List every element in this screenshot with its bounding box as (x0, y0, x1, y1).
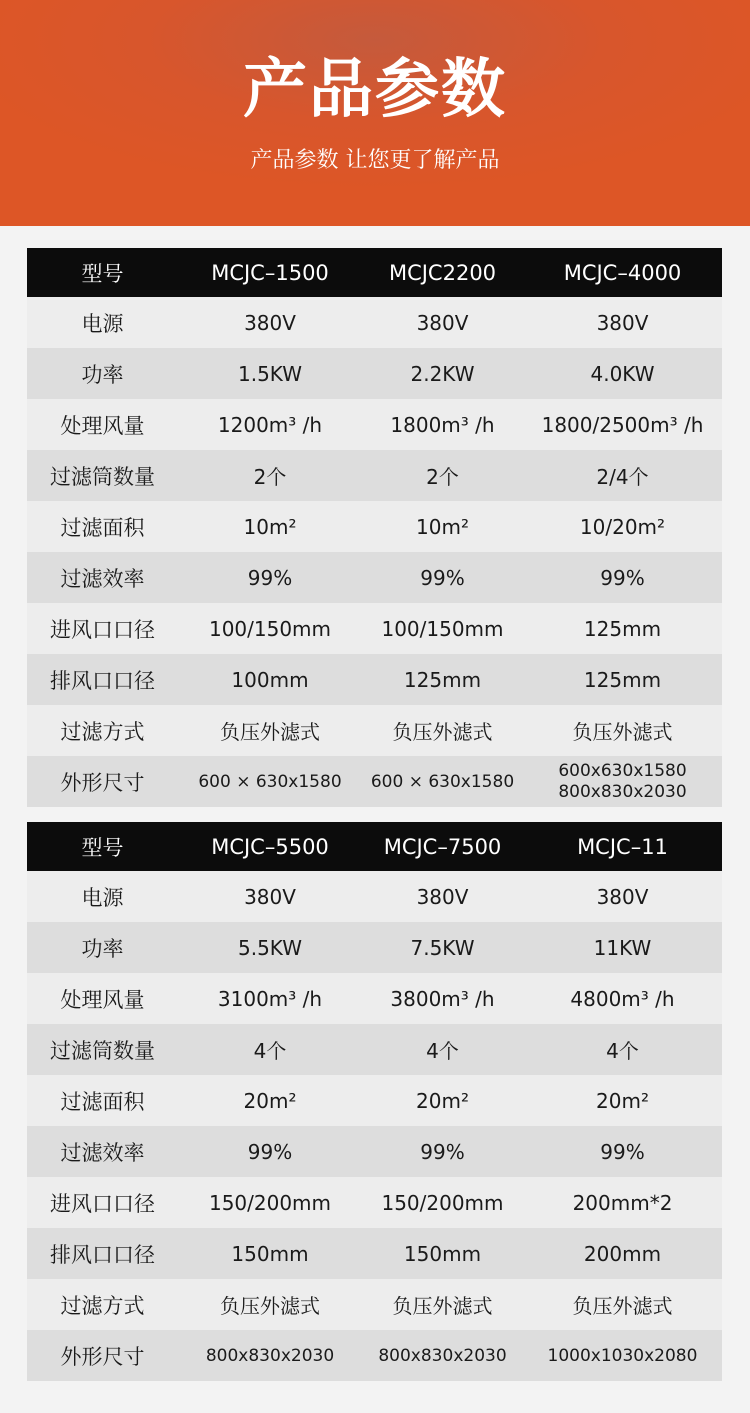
table-cell: 99% (600, 565, 645, 590)
table-cell: 10m² (416, 514, 469, 539)
column-header-model: MCJC–1500 (211, 260, 329, 285)
table-cell: 20m² (243, 1088, 297, 1113)
table-cell: 125mm (583, 616, 662, 641)
column-header-model: MCJC–5500 (211, 834, 329, 859)
row-label: 处理风量 (60, 413, 145, 438)
column-header-label: 型号 (81, 261, 124, 286)
row-label: 进风口口径 (50, 1191, 155, 1216)
table-row (27, 1024, 722, 1075)
table-cell: 1000x1030x2080 (547, 1345, 698, 1366)
row-label: 过滤效率 (60, 1140, 145, 1165)
table-row (27, 399, 722, 450)
column-header-model: MCJC2200 (388, 260, 497, 285)
table-cell: 100/150mm (208, 616, 332, 641)
table-cell: 负压外滤式 (572, 1294, 673, 1318)
table-cell: 99% (420, 565, 465, 590)
row-label: 功率 (81, 362, 124, 387)
table-cell: 380V (244, 310, 296, 335)
spec-table-2 (27, 822, 722, 1381)
table-cell: 150/200mm (381, 1190, 504, 1215)
table-cell: 380V (416, 884, 469, 909)
table-cell: 负压外滤式 (220, 1294, 320, 1318)
table-cell: 100mm (231, 667, 309, 692)
table-cell: 200mm (583, 1241, 662, 1266)
table-cell: 380V (596, 310, 649, 335)
row-label: 过滤筒数量 (50, 464, 155, 489)
table-row (27, 705, 722, 756)
row-label: 排风口口径 (50, 1242, 155, 1267)
table-row (27, 922, 722, 973)
table-header-row (27, 248, 722, 297)
table-cell: 1800/2500m³ /h (541, 412, 704, 437)
table-cell: 负压外滤式 (220, 720, 320, 744)
row-label: 外形尺寸 (60, 770, 145, 795)
table-cell: 800x830x2030 (378, 1345, 507, 1366)
row-label: 过滤方式 (60, 719, 145, 744)
table-row (27, 297, 722, 348)
table-row (27, 603, 722, 654)
table-cell: 4个 (426, 1039, 459, 1063)
table-cell (523, 756, 722, 807)
table-header-row (27, 822, 722, 871)
table-cell: 负压外滤式 (392, 720, 493, 744)
row-label: 处理风量 (60, 987, 145, 1012)
table-cell: 99% (247, 565, 293, 590)
column-header-label: 型号 (81, 835, 124, 860)
row-label: 电源 (81, 311, 124, 336)
table-row (27, 501, 722, 552)
table-cell: 20m² (596, 1088, 649, 1113)
table-row (27, 1330, 722, 1381)
table-cell: 125mm (403, 667, 482, 692)
row-label: 排风口口径 (50, 668, 155, 693)
table-row (27, 1126, 722, 1177)
dimension-line-1: 600x630x1580 (558, 760, 687, 781)
column-header-model: MCJC–11 (577, 834, 668, 859)
table-cell: 1.5KW (238, 361, 302, 386)
dimension-line-2: 800x830x2030 (558, 781, 687, 802)
table-cell: 99% (247, 1139, 293, 1164)
spec-table-1 (27, 248, 722, 807)
table-cell: 800x830x2030 (205, 1345, 335, 1366)
table-row (27, 348, 722, 399)
table-row (27, 756, 722, 807)
row-label: 电源 (81, 885, 124, 910)
table-cell: 4.0KW (590, 361, 655, 386)
table-cell: 3100m³ /h (217, 986, 323, 1011)
table-cell: 200mm*2 (572, 1190, 673, 1215)
row-label: 过滤面积 (60, 1089, 145, 1114)
table-cell: 4800m³ /h (570, 986, 675, 1011)
table-row (27, 654, 722, 705)
table-cell: 20m² (416, 1088, 469, 1113)
table-cell: 2/4个 (596, 465, 649, 489)
column-header-model: MCJC–7500 (383, 834, 502, 859)
column-header-model: MCJC–4000 (563, 260, 682, 285)
header-banner (0, 0, 750, 226)
table-cell: 99% (600, 1139, 645, 1164)
row-label: 过滤筒数量 (50, 1038, 155, 1063)
table-row (27, 973, 722, 1024)
table-cell: 4个 (253, 1039, 287, 1063)
table-row (27, 1075, 722, 1126)
table-cell: 380V (416, 310, 469, 335)
table-cell: 150mm (231, 1241, 309, 1266)
table-cell: 2个 (253, 465, 287, 489)
row-label: 外形尺寸 (60, 1344, 145, 1369)
table-cell: 负压外滤式 (392, 1294, 493, 1318)
table-cell: 10/20m² (579, 514, 666, 539)
table-cell: 11KW (593, 935, 652, 960)
table-cell: 380V (244, 884, 296, 909)
table-cell: 10m² (243, 514, 297, 539)
page-title: 产品参数 (243, 53, 507, 127)
table-cell: 负压外滤式 (572, 720, 673, 744)
table-cell: 100/150mm (381, 616, 504, 641)
table-cell: 600 × 630x1580 (198, 771, 342, 792)
table-row (27, 450, 722, 501)
page-subtitle: 产品参数 让您更了解产品 (250, 148, 500, 173)
table-cell: 4个 (606, 1039, 639, 1063)
table-row (27, 1228, 722, 1279)
table-row (27, 1177, 722, 1228)
table-cell: 1200m³ /h (217, 412, 323, 437)
row-label: 进风口口径 (50, 617, 155, 642)
table-cell: 3800m³ /h (390, 986, 495, 1011)
table-cell: 150mm (403, 1241, 482, 1266)
table-cell: 2.2KW (410, 361, 475, 386)
row-label: 过滤面积 (60, 515, 145, 540)
table-cell: 1800m³ /h (390, 412, 495, 437)
table-row (27, 871, 722, 922)
table-cell: 7.5KW (410, 935, 475, 960)
row-label: 过滤方式 (60, 1293, 145, 1318)
table-cell: 99% (420, 1139, 465, 1164)
table-row (27, 552, 722, 603)
table-cell: 2个 (426, 465, 459, 489)
table-cell: 600 × 630x1580 (370, 771, 515, 792)
table-cell: 125mm (583, 667, 662, 692)
table-cell: 380V (596, 884, 649, 909)
table-row (27, 1279, 722, 1330)
row-label: 功率 (81, 936, 124, 961)
table-cell: 150/200mm (208, 1190, 332, 1215)
row-label: 过滤效率 (60, 566, 145, 591)
table-cell: 5.5KW (238, 935, 302, 960)
